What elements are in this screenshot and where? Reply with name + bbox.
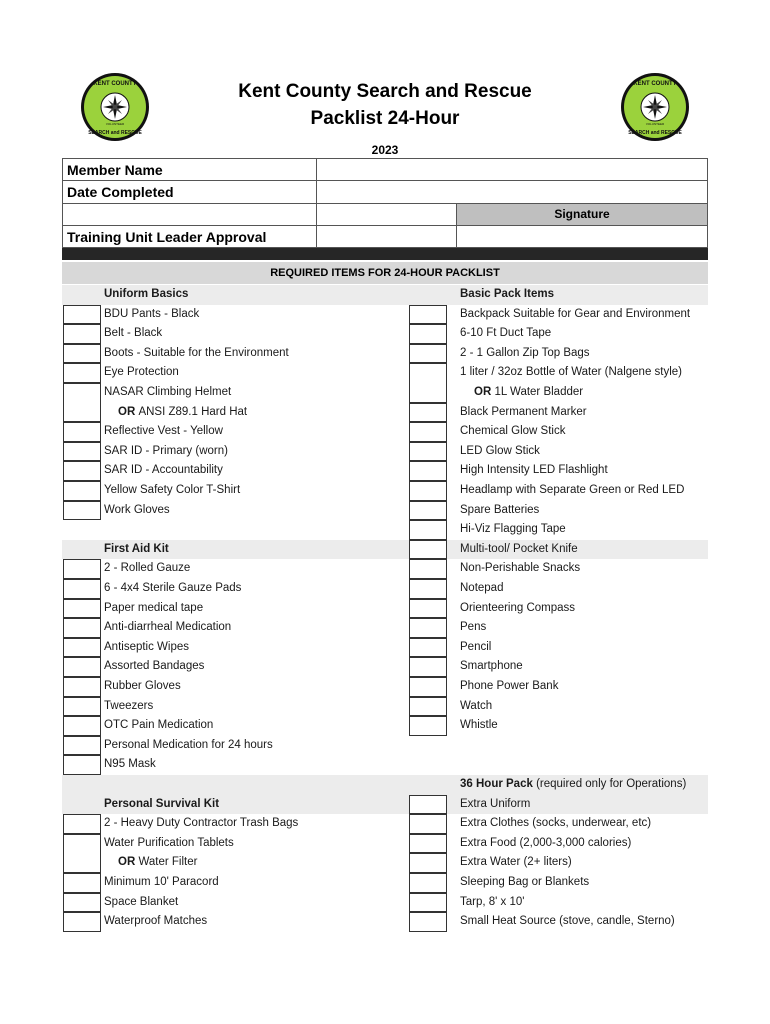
pack-item: 6-10 Ft Duct Tape (460, 327, 552, 340)
checkbox[interactable] (63, 736, 101, 756)
checkbox[interactable] (63, 677, 101, 697)
hour36-item: Extra Clothes (socks, underwear, etc) (460, 817, 652, 830)
checkbox[interactable] (409, 657, 447, 677)
checkbox[interactable] (63, 344, 101, 364)
section-band: REQUIRED ITEMS FOR 24-HOUR PACKLIST (62, 262, 708, 284)
uniform-item: Eye Protection (104, 366, 179, 379)
checkbox[interactable] (63, 697, 101, 717)
logo-text-bottom: SEARCH and RESCUE (88, 130, 142, 136)
uniform-item: NASAR Climbing Helmet (104, 386, 232, 398)
checkbox[interactable] (409, 834, 447, 854)
survival-item: Water Purification Tablets (104, 836, 234, 849)
checkbox[interactable] (409, 461, 447, 481)
pack-item: Spare Batteries (460, 503, 540, 516)
hour36-item: Extra Food (2,000-3,000 calories) (460, 836, 632, 849)
pack-item (474, 383, 583, 403)
checkbox[interactable] (63, 755, 101, 775)
member-name-field[interactable] (316, 158, 708, 181)
first-aid-item: Paper medical tape (104, 601, 204, 614)
checkbox[interactable] (409, 559, 447, 579)
uniform-item: BDU Pants - Black (104, 307, 200, 320)
survival-item: Minimum 10' Paracord (104, 876, 219, 888)
checkbox[interactable] (409, 481, 447, 501)
first-aid-kit-heading: First Aid Kit (104, 542, 169, 555)
uniform-item (118, 403, 247, 423)
checkbox[interactable] (409, 716, 447, 736)
hour36-title: 36 Hour Pack (460, 778, 533, 790)
divider-bar (62, 248, 708, 260)
hour36-item: Extra Water (2+ liters) (460, 856, 572, 869)
checkbox[interactable] (409, 912, 447, 932)
document-title: Kent County Search and Rescue (238, 81, 532, 102)
pack-item: Notepad (460, 582, 504, 594)
pack-item: 2 - 1 Gallon Zip Top Bags (460, 346, 590, 359)
checkbox[interactable] (409, 305, 447, 325)
uniform-item: Work Gloves (104, 503, 170, 516)
pack-item: Backpack Suitable for Gear and Environment (460, 307, 691, 320)
checkbox[interactable] (409, 853, 447, 873)
first-aid-item: 6 - 4x4 Sterile Gauze Pads (104, 582, 242, 594)
document-subtitle: Packlist 24-Hour (310, 108, 460, 129)
pack-item: Orienteering Compass (460, 601, 576, 614)
checkbox[interactable] (409, 814, 447, 834)
approval-name-field[interactable] (316, 203, 457, 226)
item-text: ANSI Z89.1 Hard Hat (138, 405, 248, 418)
pack-item: Phone Power Bank (460, 680, 559, 692)
uniform-item: Reflective Vest - Yellow (104, 425, 223, 438)
survival-item: 2 - Heavy Duty Contractor Trash Bags (104, 817, 299, 830)
checkbox[interactable] (409, 422, 447, 442)
checkbox[interactable] (63, 383, 101, 422)
logo-text-bottom: SEARCH and RESCUE (628, 130, 682, 136)
checkbox[interactable] (409, 520, 447, 540)
checkbox[interactable] (63, 442, 101, 462)
pack-item: Multi-tool/ Pocket Knife (460, 542, 578, 555)
pack-item: Smartphone (460, 660, 523, 673)
checkbox[interactable] (409, 363, 447, 402)
first-aid-item: Rubber Gloves (104, 680, 181, 692)
first-aid-item: Assorted Bandages (104, 660, 205, 673)
pack-item: Headlamp with Separate Green or Red LED (460, 484, 685, 496)
checkbox[interactable] (63, 422, 101, 442)
logo-text-center: VOLUNTEER (645, 122, 665, 126)
checkbox[interactable] (63, 716, 101, 736)
checkbox[interactable] (63, 618, 101, 638)
checkbox[interactable] (63, 912, 101, 932)
uniform-item: SAR ID - Primary (worn) (104, 444, 228, 457)
approval-label: Training Unit Leader Approval (62, 225, 317, 248)
checkbox[interactable] (63, 324, 101, 344)
checkbox[interactable] (63, 501, 101, 521)
checkbox[interactable] (409, 599, 447, 619)
checkbox[interactable] (409, 893, 447, 913)
document-year: 2023 (371, 143, 399, 157)
checkbox[interactable] (409, 540, 447, 560)
survival-item: Waterproof Matches (104, 915, 208, 928)
pack-item: 1 liter / 32oz Bottle of Water (Nalgene style) (460, 366, 683, 379)
first-aid-item: Anti-diarrheal Medication (104, 621, 232, 634)
pack-item: Pencil (460, 640, 492, 653)
first-aid-item: N95 Mask (104, 758, 156, 771)
logo-text-center: VOLUNTEER (105, 122, 125, 126)
uniform-item: Boots - Suitable for the Environment (104, 346, 289, 359)
item-text: 1L Water Bladder (494, 386, 584, 398)
date-completed-field[interactable] (316, 180, 708, 204)
first-aid-item: 2 - Rolled Gauze (104, 562, 191, 575)
or-label: OR (118, 856, 139, 869)
pack-item: Hi-Viz Flagging Tape (460, 523, 566, 536)
signature-header: Signature (456, 203, 708, 226)
first-aid-item: Personal Medication for 24 hours (104, 738, 273, 751)
pack-item: High Intensity LED Flashlight (460, 464, 608, 477)
hour36-item: Sleeping Bag or Blankets (460, 876, 590, 888)
checkbox[interactable] (63, 638, 101, 658)
checkbox[interactable] (409, 324, 447, 344)
checkbox[interactable] (63, 305, 101, 325)
pack-item: Black Permanent Marker (460, 405, 587, 418)
checkbox[interactable] (63, 461, 101, 481)
hour36-item: Extra Uniform (460, 797, 531, 810)
hour36-item: Tarp, 8' x 10' (460, 895, 525, 908)
checkbox[interactable] (63, 814, 101, 834)
checkbox[interactable] (63, 599, 101, 619)
checkbox[interactable] (63, 873, 101, 893)
pack-item: Whistle (460, 719, 498, 732)
checkbox[interactable] (63, 893, 101, 913)
checkbox[interactable] (409, 638, 447, 658)
checkbox[interactable] (409, 344, 447, 364)
uniform-item: SAR ID - Accountability (104, 464, 223, 477)
checkbox[interactable] (409, 697, 447, 717)
item-text: Water Filter (138, 856, 198, 869)
checkbox[interactable] (63, 559, 101, 579)
pack-item: LED Glow Stick (460, 444, 540, 457)
hour36-note: (required only for Operations) (532, 778, 687, 790)
pack-item: Pens (460, 621, 487, 634)
hour36-heading (460, 775, 686, 795)
checkbox[interactable] (409, 873, 447, 893)
basic-pack-items-heading: Basic Pack Items (460, 288, 554, 300)
uniform-item: Yellow Safety Color T-Shirt (104, 484, 241, 496)
checkbox[interactable] (409, 403, 447, 423)
first-aid-item: Antiseptic Wipes (104, 640, 190, 653)
checkbox[interactable] (409, 442, 447, 462)
survival-item: Space Blanket (104, 895, 179, 908)
checkbox[interactable] (63, 657, 101, 677)
hour36-item: Small Heat Source (stove, candle, Sterno) (460, 915, 675, 928)
checkbox[interactable] (63, 363, 101, 383)
checkbox[interactable] (63, 834, 101, 873)
blank-cell (62, 203, 317, 226)
logo-text-top: KENT COUNTY (93, 81, 137, 87)
checkbox[interactable] (409, 579, 447, 599)
signature-field[interactable] (456, 225, 708, 248)
checkbox[interactable] (63, 481, 101, 501)
date-completed-label: Date Completed (62, 180, 317, 204)
checkbox[interactable] (409, 618, 447, 638)
personal-survival-kit-heading: Personal Survival Kit (104, 797, 220, 810)
pack-item: Non-Perishable Snacks (460, 562, 581, 575)
uniform-item: Belt - Black (104, 327, 163, 340)
checkbox[interactable] (409, 795, 447, 815)
first-aid-item: Tweezers (104, 699, 154, 712)
pack-item: Chemical Glow Stick (460, 425, 566, 438)
checkbox[interactable] (409, 677, 447, 697)
survival-item (118, 853, 197, 873)
first-aid-item: OTC Pain Medication (104, 719, 214, 732)
checkbox[interactable] (63, 579, 101, 599)
approval-field[interactable] (316, 225, 457, 248)
pack-item: Watch (460, 699, 493, 712)
or-label: OR (118, 405, 139, 418)
uniform-basics-heading: Uniform Basics (104, 288, 189, 300)
logo-text-top: KENT COUNTY (633, 81, 677, 87)
member-name-label: Member Name (62, 158, 317, 181)
checkbox[interactable] (409, 501, 447, 521)
or-label: OR (474, 386, 495, 398)
